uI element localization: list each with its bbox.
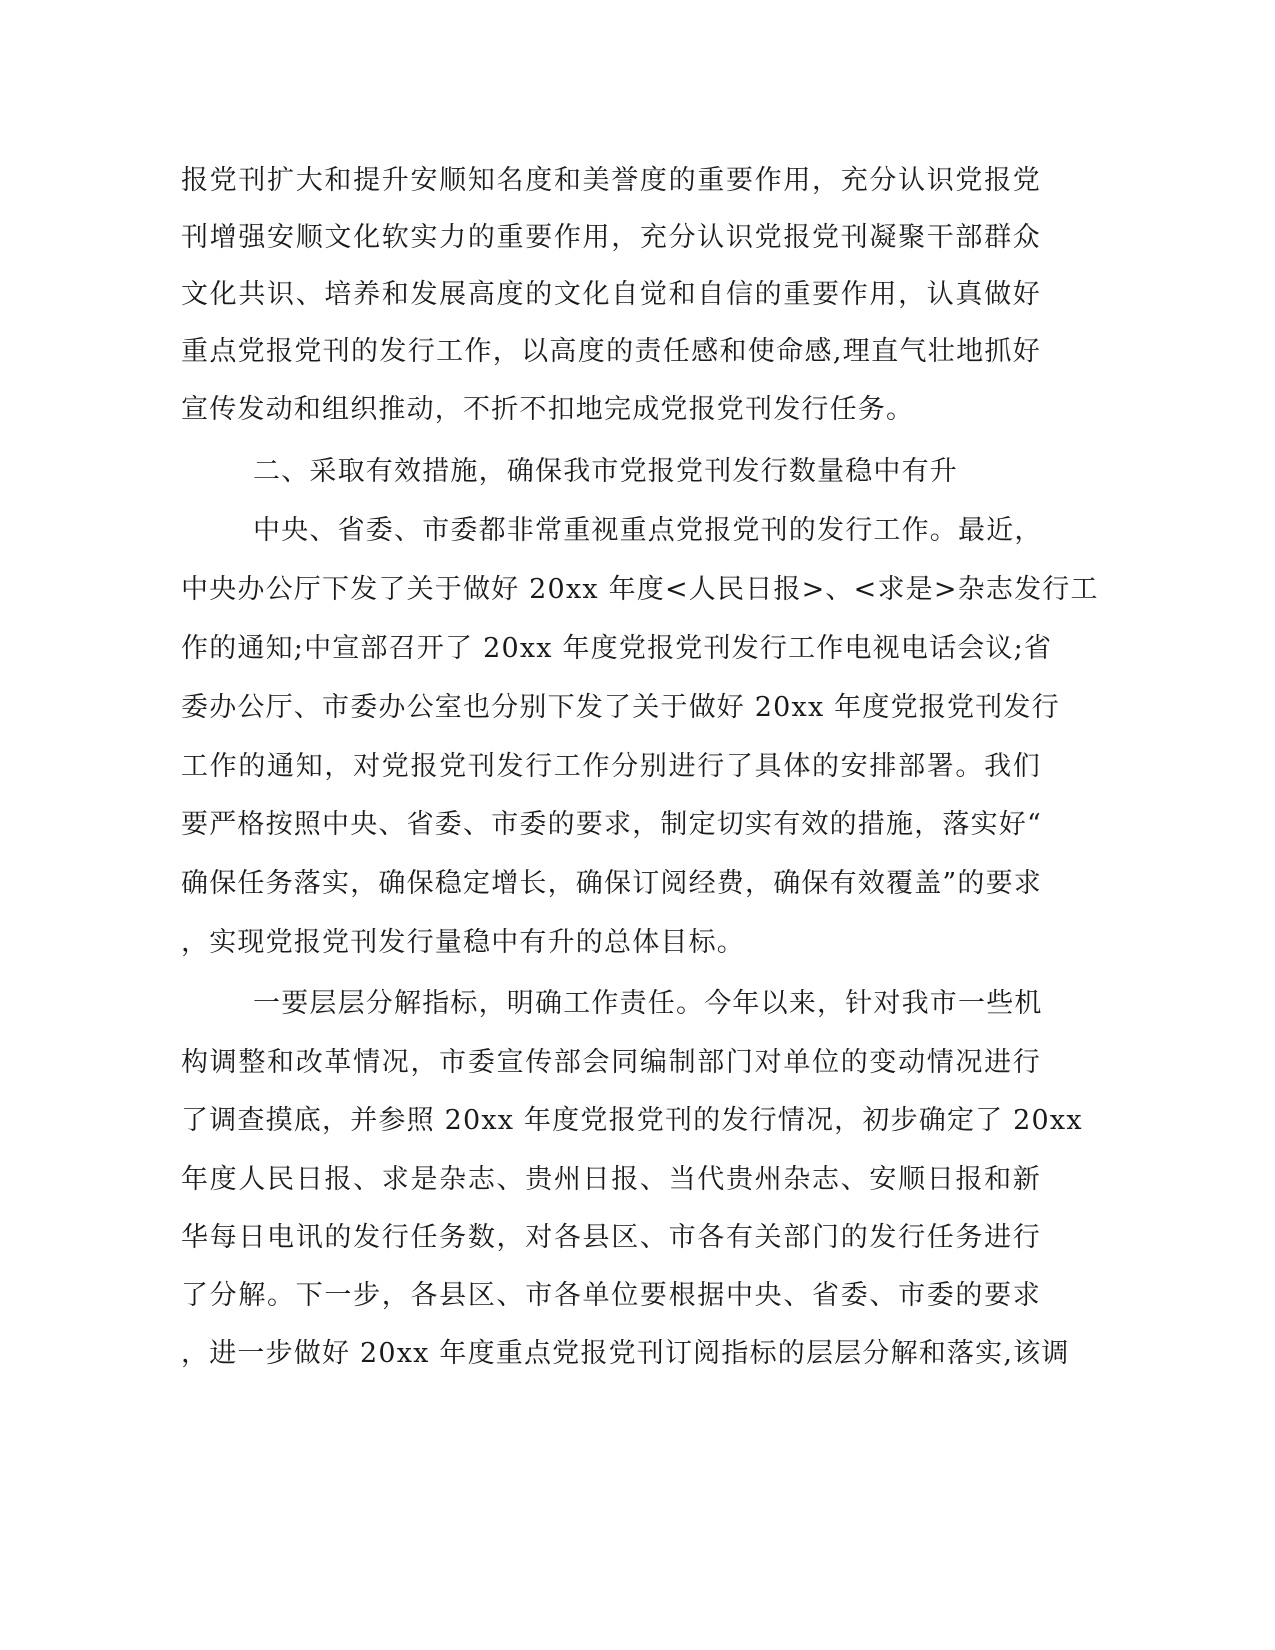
body-text-line: 报党刊扩大和提升安顺知名度和美誉度的重要作用，充分认识党报党 <box>181 165 1041 196</box>
body-text-line: 文化共识、培养和发展高度的文化自觉和自信的重要作用，认真做好 <box>181 279 1041 310</box>
body-text-line: 了调查摸底，并参照 20xx 年度党报党刊的发行情况，初步确定了 20xx <box>181 1105 1083 1136</box>
body-text-line: 构调整和改革情况，市委宣传部会同编制部门对单位的变动情况进行 <box>181 1047 1041 1078</box>
body-text-line: 中央办公厅下发了关于做好 20xx 年度<人民日报>、<求是>杂志发行工 <box>181 574 1099 605</box>
body-text-line: 华每日电讯的发行任务数，对各县区、市各有关部门的发行任务进行 <box>181 1222 1041 1253</box>
body-text-line: 重点党报党刊的发行工作，以高度的责任感和使命感,理直气壮地抓好 <box>181 336 1041 367</box>
body-text-line: 作的通知;中宣部召开了 20xx 年度党报党刊发行工作电视电话会议;省 <box>181 633 1053 664</box>
body-text-line: ，进一步做好 20xx 年度重点党报党刊订阅指标的层层分解和落实,该调 <box>181 1338 1070 1369</box>
body-text-line: 宣传发动和组织推动，不折不扣地完成党报党刊发行任务。 <box>181 394 915 425</box>
body-text-line: 工作的通知，对党报党刊发行工作分别进行了具体的安排部署。我们 <box>181 751 1041 782</box>
paragraph-first-line: 一要层层分解指标，明确工作责任。今年以来，针对我市一些机 <box>253 988 1043 1019</box>
body-text-line: 刊增强安顺文化软实力的重要作用，充分认识党报党刊凝聚干部群众 <box>181 222 1041 253</box>
body-text-line: ，实现党报党刊发行量稳中有升的总体目标。 <box>181 927 745 958</box>
body-text-line: 确保任务落实，确保稳定增长，确保订阅经费，确保有效覆盖”的要求 <box>181 868 1043 899</box>
body-text-line: 年度人民日报、求是杂志、贵州日报、当代贵州杂志、安顺日报和新 <box>181 1164 1041 1195</box>
body-text-line: 委办公厅、市委办公室也分别下发了关于做好 20xx 年度党报党刊发行 <box>181 692 1060 723</box>
body-text-line: 了分解。下一步，各县区、市各单位要根据中央、省委、市委的要求 <box>181 1280 1041 1311</box>
paragraph-first-line: 中央、省委、市委都非常重视重点党报党刊的发行工作。最近， <box>253 515 1043 546</box>
body-text-line: 要严格按照中央、省委、市委的要求，制定切实有效的措施，落实好“ <box>181 809 1043 840</box>
section-heading: 二、采取有效措施，确保我市党报党刊发行数量稳中有升 <box>253 456 958 487</box>
